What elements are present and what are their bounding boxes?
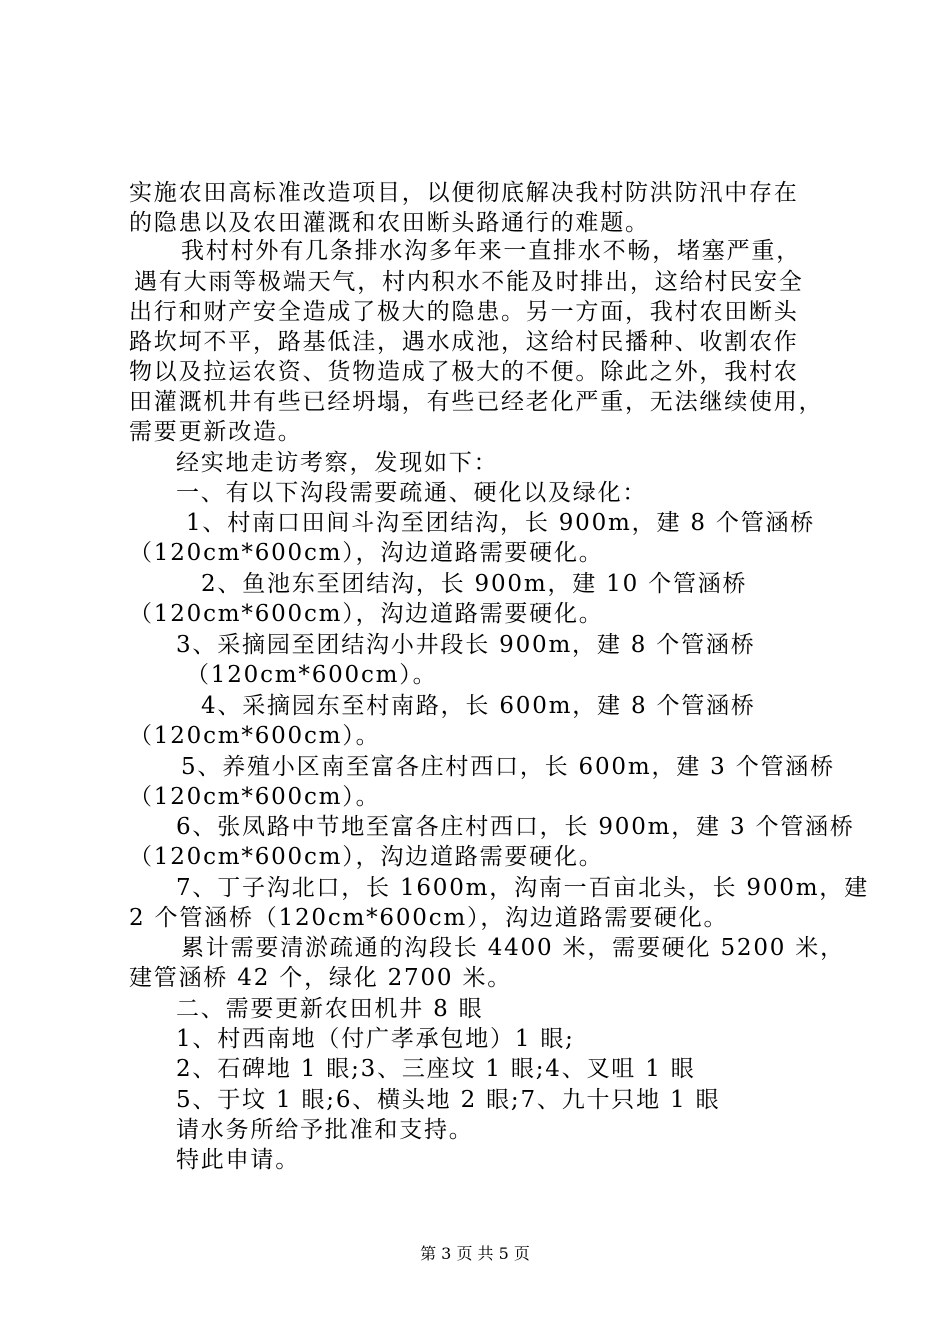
text-line: （120cm*600cm）。 [129,784,381,810]
text-line: 出行和财产安全造成了极大的隐患。另一方面，我村农田断头 [129,299,799,325]
text-line: （120cm*600cm），沟边道路需要硬化。 [129,844,604,870]
text-line: 特此申请。 [176,1147,300,1173]
text-line: 7、丁子沟北口，长 1600m，沟南一百亩北头，长 900m，建 [176,875,869,901]
text-line: 2、石碑地 1 眼;3、三座坟 1 眼;4、叉咀 1 眼 [176,1056,696,1082]
text-line: 二、需要更新农田机井 8 眼 [176,996,484,1022]
text-line: 建管涵桥 42 个，绿化 2700 米。 [129,965,513,991]
text-line: 6、张凤路中节地至富各庄村西口，长 900m，建 3 个管涵桥 [176,814,855,840]
text-line: 2 个管涵桥（120cm*600cm），沟边道路需要硬化。 [129,905,729,931]
text-line: 4、采摘园东至村南路，长 600m，建 8 个管涵桥 [201,693,756,719]
text-line: 请水务所给予批准和支持。 [176,1117,474,1143]
text-line: 物以及拉运农资、货物造成了极大的不便。除此之外，我村农 [129,359,799,385]
text-line: 的隐患以及农田灌溉和农田断头路通行的难题。 [129,210,650,236]
text-line: 经实地走访考察，发现如下： [176,450,499,476]
page-footer: 第 3 页 共 5 页 [420,1244,530,1263]
text-line: 1、村西南地（付广孝承包地）1 眼; [176,1026,575,1052]
text-line: 我村村外有几条排水沟多年来一直排水不畅，堵塞严重， [181,238,801,264]
text-line: 路坎坷不平，路基低洼，遇水成池，这给村民播种、收割农作 [129,329,799,355]
text-line: （120cm*600cm）。 [186,662,438,688]
text-line: （120cm*600cm）。 [129,723,381,749]
text-line: 一、有以下沟段需要疏通、硬化以及绿化： [176,480,648,506]
text-line: 遇有大雨等极端天气，村内积水不能及时排出，这给村民安全 [134,269,804,295]
text-line: 2、鱼池东至团结沟，长 900m，建 10 个管涵桥 [201,571,748,597]
text-line: 5、养殖小区南至富各庄村西口，长 600m，建 3 个管涵桥 [181,754,835,780]
text-line: 田灌溉机井有些已经坍塌，有些已经老化严重，无法继续使用， [129,389,824,415]
text-line: 1、村南口田间斗沟至团结沟，长 900m，建 8 个管涵桥 [186,510,816,536]
text-line: （120cm*600cm），沟边道路需要硬化。 [129,540,604,566]
text-line: 需要更新改造。 [129,419,303,445]
text-line: 实施农田高标准改造项目，以便彻底解决我村防洪防汛中存在 [129,180,799,206]
text-line: 5、于坟 1 眼;6、横头地 2 眼;7、九十只地 1 眼 [176,1087,721,1113]
text-line: 3、采摘园至团结沟小井段长 900m，建 8 个管涵桥 [176,632,756,658]
text-line: （120cm*600cm），沟边道路需要硬化。 [129,601,604,627]
text-line: 累计需要清淤疏通的沟段长 4400 米，需要硬化 5200 米， [181,935,845,961]
